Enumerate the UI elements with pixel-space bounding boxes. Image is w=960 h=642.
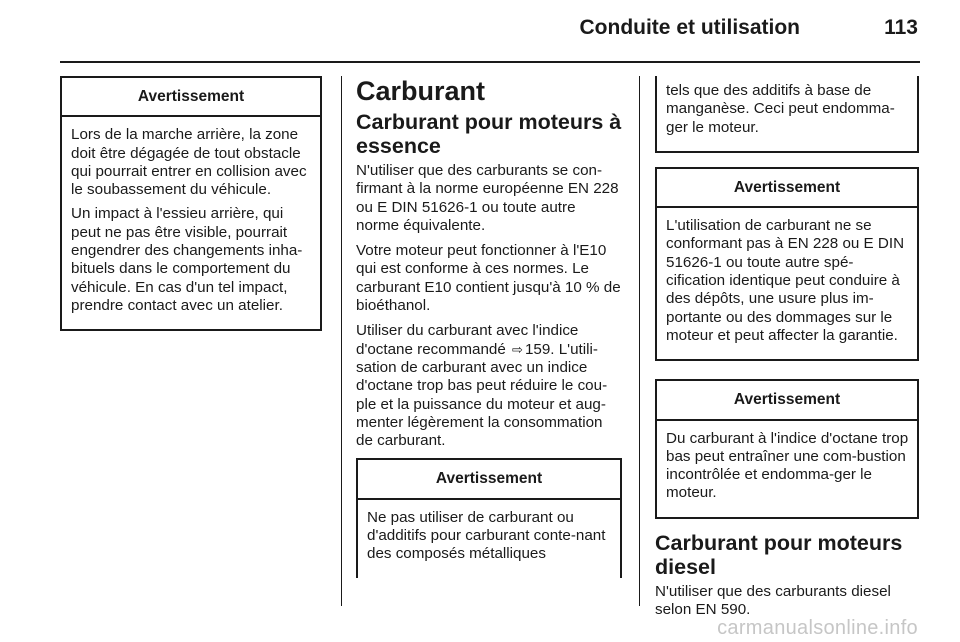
body-paragraph: Votre moteur peut fonctionner à l'E10 qui est conforme à ces normes. Le carburant E10 contient jusqu'à 10 % de bioéthanol. [356,242,621,315]
body-paragraph: N'utiliser que des carburants se con-firmant à la norme européenne EN 228 ou E DIN 51626-1 ou toute autre norme équivalente. [356,162,619,234]
watermark: carmanualsonline.info [717,617,918,639]
warning-body [657,208,917,359]
warning-body [358,500,620,578]
octane-paragraph [356,322,622,450]
warning-body [657,421,917,517]
warning-heading: Avertissement [62,78,320,117]
warning-box-standard [655,167,919,361]
subsection-title-petrol: Carburant pour moteurs à essence [356,110,622,158]
column-2 [356,76,622,578]
section-title: Carburant [356,76,486,106]
column-divider-2 [639,76,640,606]
warning-paragraph: tels que des additifs à base de manganèse. Ceci peut endomma-ger le moteur. [666,82,895,136]
body-paragraph: N'utiliser que des carburants diesel selon EN 590. [655,582,891,619]
warning-paragraph: Ne pas utiliser de carburant ou d'additifs pour carburant conte-nant des composés métalliques [367,508,606,563]
warning-paragraph: Du carburant à l'indice d'octane trop bas peut entraîner une com-bustion incontrôlée et endomma-ger le moteur. [666,429,909,502]
page-reference-number[interactable]: 159 [524,340,551,358]
warning-paragraph: Lors de la marche arrière, la zone doit être dégagée de tout obstacle qui pourrait entrer en collision avec le soubassement du véhicule. [71,126,307,199]
warning-box-metallic [356,458,622,577]
warning-paragraph: Un impact à l'essieu arrière, qui peut ne pas être visible, pourrait engendrer des changements inha-bituels dans le comportement du véhicule. En cas d'un tel impact, prendre contact avec un atelier. [71,205,303,314]
octane-text-after: . L'utili-sation de carburant avec un indice d'octane trop bas peut réduire le cou-ple et la puissance du moteur et aug-menter légèrement la consommation de carburant. [356,340,608,450]
warning-box-continuation [655,76,919,153]
page-header-title: Conduite et utilisation [579,16,800,39]
column-1 [60,76,322,331]
page-reference-icon: ⇨ [512,341,523,357]
warning-body [62,117,320,329]
warning-paragraph: L'utilisation de carburant ne se conformant pas à EN 228 ou E DIN 51626-1 ou toute autre spé-cification identique peut conduire à des dépôts, une usure plus im-portante ou des dommages sur le moteur et peut affecter la garantie. [666,217,905,344]
warning-box-reversing [60,76,322,331]
octane-text-before: Utiliser du carburant avec l'indice d'octane recommandé [356,322,579,358]
header-divider [60,61,920,63]
warning-box-octane [655,379,919,518]
warning-heading: Avertissement [657,381,917,420]
column-divider-1 [341,76,342,606]
warning-heading: Avertissement [358,460,620,499]
page-number: 113 [884,16,918,39]
warning-body [657,76,917,151]
subsection-title-diesel: Carburant pour moteurs diesel [655,530,903,579]
column-3 [655,76,919,626]
warning-heading: Avertissement [657,169,917,208]
